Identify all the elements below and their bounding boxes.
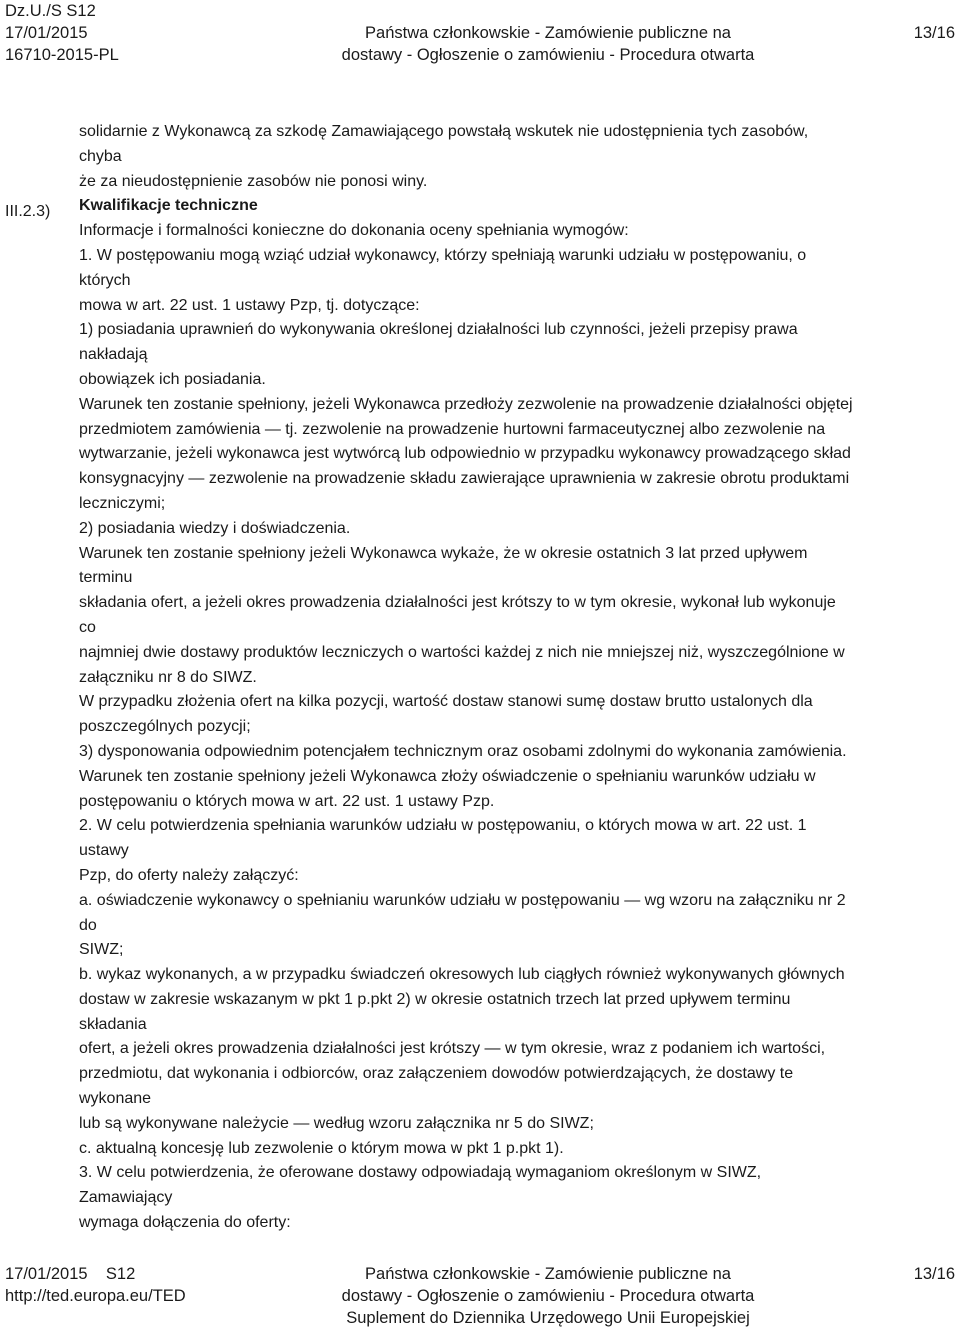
text-line: terminu <box>79 569 133 587</box>
text-line: postępowaniu o których mowa w art. 22 ust. 1 ustawy Pzp. <box>79 792 495 810</box>
text-line: 2) posiadania wiedzy i doświadczenia. <box>79 519 351 537</box>
text-line: co <box>79 618 96 636</box>
publication-date: 17/01/2015 <box>5 24 88 42</box>
text-line: Warunek ten zostanie spełniony jeżeli Wykonawca wykaże, że w okresie ostatnich 3 lat przed upływem <box>79 544 808 562</box>
text-line: Warunek ten zostanie spełniony jeżeli Wykonawca złoży oświadczenie o spełnianiu warunków udziału w <box>79 767 816 785</box>
text-line: składania <box>79 1015 147 1033</box>
text-line: Zamawiający <box>79 1189 173 1207</box>
text-line: wykonane <box>79 1090 152 1108</box>
text-line: najmniej dwie dostawy produktów leczniczych o wartości każdej z nich nie mniejszej niż, wyszczególnione w <box>79 643 845 661</box>
notice-number: 16710-2015-PL <box>5 46 119 64</box>
footer-title <box>333 1263 763 1329</box>
text-line: przedmiotem zamówienia — tj. zezwolenie na prowadzenie hurtowni farmaceutycznej albo zezwolenie na <box>79 420 826 438</box>
text-line: b. wykaz wykonanych, a w przypadku świadczeń okresowych lub ciągłych również wykonywanych głównych <box>79 966 845 984</box>
text-line: lub są wykonywane należycie — według wzoru załącznika nr 5 do SIWZ; <box>79 1114 594 1132</box>
text-line: konsygnacyjny — zezwolenie na prowadzenie składu zawierające uprawnienia w zakresie obrotu produktami <box>79 470 850 488</box>
text-line: SIWZ; <box>79 941 124 959</box>
page-footer <box>0 1263 960 1334</box>
text-line: że za nieudostępnienie zasobów nie ponosi winy. <box>79 172 428 190</box>
text-line: wymaga dołączenia do oferty: <box>79 1214 291 1232</box>
section-heading: Kwalifikacje techniczne <box>79 197 258 215</box>
text-line: poszczególnych pozycji; <box>79 718 251 736</box>
footer-page-number: 13/16 <box>913 1265 955 1283</box>
text-line: W przypadku złożenia ofert na kilka pozycji, wartość dostaw stanowi sumę dostaw brutto ustalonych dla <box>79 693 813 711</box>
text-line: ofert, a jeżeli okres prowadzenia działalności jest krótszy — w tym okresie, wraz z podaniem ich wartości, <box>79 1040 826 1058</box>
header-title <box>333 22 763 66</box>
header-page-number: 13/16 <box>913 24 955 42</box>
footer-url[interactable]: http://ted.europa.eu/TED <box>5 1287 186 1305</box>
text-line: chyba <box>79 147 122 165</box>
text-line: ustawy <box>79 842 129 860</box>
text-line: Pzp, do oferty należy załączyć: <box>79 866 299 884</box>
text-line: wytwarzanie, jeżeli wykonawca jest wytwórcą lub odpowiednio w przypadku wykonawcy prowadzącego skład <box>79 445 851 463</box>
text-line: leczniczymi; <box>79 494 166 512</box>
footer-date: 17/01/2015 S12 <box>5 1265 136 1283</box>
page-header <box>0 0 960 70</box>
text-line: dostaw w zakresie wskazanym w pkt 1 p.pkt 2) w okresie ostatnich trzech lat przed upływem terminu <box>79 990 791 1008</box>
section-number: III.2.3) <box>5 203 51 220</box>
text-line: 1. W postępowaniu mogą wziąć udział wykonawcy, którzy spełniają warunki udziału w postępowaniu, o <box>79 246 807 264</box>
footer-title-line-3: Suplement do Dziennika Urzędowego Unii Europejskiej <box>346 1309 750 1327</box>
footer-meta <box>5 1263 186 1307</box>
header-meta <box>5 0 119 66</box>
text-line: c. aktualną koncesję lub zezwolenie o którym mowa w pkt 1 p.pkt 1). <box>79 1139 564 1157</box>
text-line: obowiązek ich posiadania. <box>79 370 266 388</box>
header-title-line-1: Państwa członkowskie - Zamówienie publiczne na <box>365 24 731 42</box>
footer-title-line-1: Państwa członkowskie - Zamówienie publiczne na <box>365 1265 731 1283</box>
text-line: solidarnie z Wykonawcą za szkodę Zamawiającego powstałą wskutek nie udostępnienia tych zasobów, <box>79 123 809 140</box>
text-line: których <box>79 271 131 289</box>
section-body <box>79 120 949 1236</box>
journal-ref: Dz.U./S S12 <box>5 2 96 20</box>
text-line: Warunek ten zostanie spełniony, jeżeli Wykonawca przedłoży zezwolenie na prowadzenie działalności objętej <box>79 395 853 413</box>
text-line: do <box>79 916 97 934</box>
text-line: mowa w art. 22 ust. 1 ustawy Pzp, tj. dotyczące: <box>79 296 420 314</box>
text-line: Informacje i formalności konieczne do dokonania oceny spełniania wymogów: <box>79 222 629 240</box>
text-line: składania ofert, a jeżeli okres prowadzenia działalności jest krótszy to w tym okresie, wykonał lub wykonuje <box>79 594 836 612</box>
text-line: nakładają <box>79 346 148 364</box>
text-line: załączniku nr 8 do SIWZ. <box>79 668 257 686</box>
header-title-line-2: dostawy - Ogłoszenie o zamówieniu - Procedura otwarta <box>341 46 755 64</box>
text-line: 1) posiadania uprawnień do wykonywania określonej działalności lub czynności, jeżeli przepisy prawa <box>79 321 798 339</box>
text-line: 3) dysponowania odpowiednim potencjałem technicznym oraz osobami zdolnymi do wykonania zamówienia. <box>79 742 847 760</box>
footer-title-line-2: dostawy - Ogłoszenie o zamówieniu - Procedura otwarta <box>341 1287 755 1305</box>
text-line: przedmiotu, dat wykonania i odbiorców, oraz załączeniem dowodów potwierdzających, że dostawy te <box>79 1065 794 1083</box>
text-line: 2. W celu potwierdzenia spełniania warunków udziału w postępowaniu, o których mowa w art. 22 ust. 1 <box>79 817 807 835</box>
text-line: a. oświadczenie wykonawcy o spełnianiu warunków udziału w postępowaniu — wg wzoru na załączniku nr 2 <box>79 891 846 909</box>
text-line: 3. W celu potwierdzenia, że oferowane dostawy odpowiadają wymaganiom określonym w SIWZ, <box>79 1164 762 1182</box>
